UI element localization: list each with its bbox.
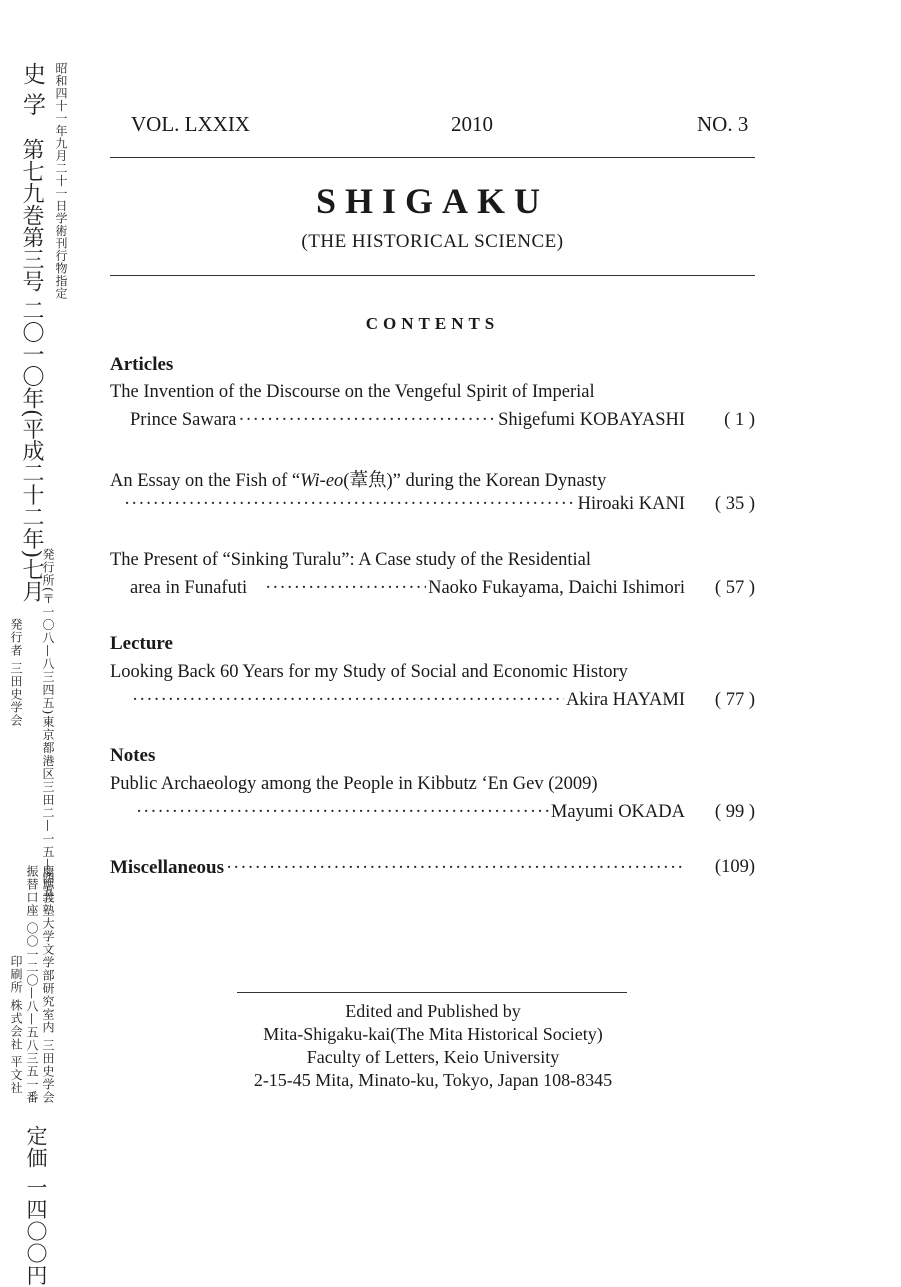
- imprint-block: [200, 1000, 666, 1092]
- lecture-1-title: Looking Back 60 Years for my Study of Social and Economic History: [110, 662, 628, 682]
- lecture-1-author: Akira HAYAMI: [565, 690, 685, 710]
- note-1-author: Mayumi OKADA: [550, 802, 685, 822]
- article-1-entry: [130, 410, 685, 431]
- price: 定価 一四〇〇円: [24, 1125, 48, 1287]
- article-1-page: ( 1 ): [724, 410, 755, 430]
- article-2-page: ( 35 ): [714, 494, 755, 514]
- leader-dots: [265, 578, 426, 599]
- spine-issue-info: 第七九巻第三号 二〇一〇年(平成二十二年)七月: [19, 138, 44, 603]
- issue-number: NO. 3: [697, 112, 749, 136]
- section-lecture: Lecture: [110, 633, 173, 654]
- section-notes: Notes: [110, 745, 156, 766]
- journal-title: SHIGAKU: [315, 181, 550, 221]
- article-3-title-cont: area in Funafuti: [130, 578, 248, 598]
- publisher-dept: 慶應義塾大学文学部研究室内 三田史学会: [41, 865, 55, 1104]
- publisher-address: 発行所(〒一〇八—八三四五)東京都港区三田二—一五—四五: [41, 548, 55, 898]
- article-3-author: Naoko Fukayama, Daichi Ishimori: [428, 578, 685, 598]
- article-1-author: Shigefumi KOBAYASHI: [498, 410, 685, 430]
- miscellaneous-entry: [110, 857, 685, 879]
- header-rule-top: [110, 157, 755, 158]
- article-3-page: ( 57 ): [714, 578, 755, 598]
- postal-account: 振替口座 〇〇一二〇—八—五八三五一番: [25, 865, 39, 1104]
- lecture-1-page: ( 77 ): [714, 690, 755, 710]
- spine-journal-title: 史 学: [19, 62, 45, 116]
- article-3-entry: [130, 578, 685, 599]
- miscellaneous-label: Miscellaneous: [110, 857, 224, 878]
- imprint-line-2: Mita-Shigaku-kai(The Mita Historical Society): [263, 1024, 603, 1044]
- note-1-entry: [134, 802, 685, 823]
- spine-designation: 昭和四十一年九月二十一日学術刊行物指定: [54, 62, 68, 300]
- note-1-title: Public Archaeology among the People in Kibbutz ‘En Gev (2009): [110, 774, 598, 794]
- leader-dots: [124, 494, 576, 515]
- article-3-title: The Present of “Sinking Turalu”: A Case study of the Residential: [110, 550, 591, 570]
- imprint-line-4: 2-15-45 Mita, Minato-ku, Tokyo, Japan 108-8345: [253, 1070, 613, 1090]
- miscellaneous-page: (109): [714, 857, 755, 877]
- article-1-title-cont: Prince Sawara: [130, 410, 237, 430]
- section-articles: Articles: [110, 354, 174, 375]
- leader-dots: [136, 802, 549, 823]
- article-2-title: An Essay on the Fish of “Wi-eo(葦魚)” during the Korean Dynasty: [110, 471, 607, 491]
- imprint-line-3: Faculty of Letters, Keio University: [306, 1047, 560, 1067]
- leader-dots: [132, 690, 564, 711]
- year-label: 2010: [451, 112, 493, 136]
- journal-subtitle: (THE HISTORICAL SCIENCE): [301, 231, 564, 252]
- leader-dots: [226, 858, 683, 879]
- lecture-1-entry: [130, 690, 685, 711]
- contents-heading: CONTENTS: [365, 314, 500, 333]
- article-2-author: Hiroaki KANI: [577, 494, 685, 514]
- printer: 印刷所 株式会社 平文社: [9, 955, 23, 1095]
- imprint-rule: [237, 992, 627, 993]
- imprint-line-1: Edited and Published by: [345, 1001, 521, 1021]
- volume-label: VOL. LXXIX: [131, 112, 250, 136]
- leader-dots: [238, 410, 496, 431]
- publisher-name: 発行者 三田史学会: [9, 618, 23, 727]
- header-rule-bottom: [110, 275, 755, 276]
- article-1-title: The Invention of the Discourse on the Vengeful Spirit of Imperial: [110, 382, 595, 402]
- note-1-page: ( 99 ): [714, 802, 755, 822]
- article-2-entry: [122, 494, 685, 515]
